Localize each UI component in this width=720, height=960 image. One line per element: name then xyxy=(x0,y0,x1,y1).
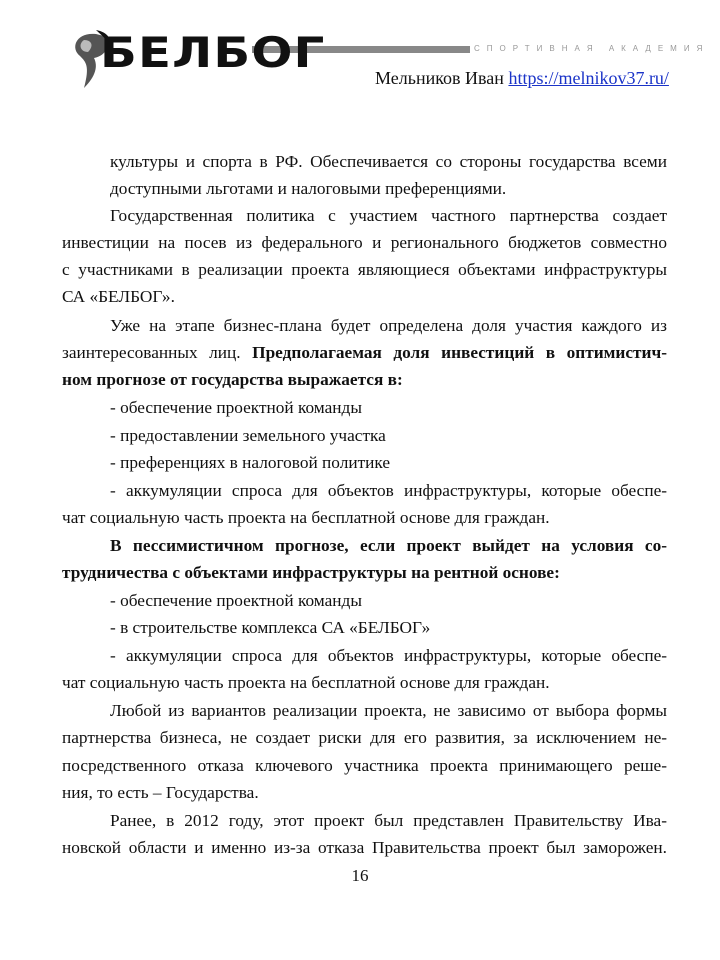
page-number: 16 xyxy=(351,866,369,885)
text-line xyxy=(62,343,667,363)
text-line xyxy=(110,811,667,831)
text-line xyxy=(62,370,667,390)
text-line xyxy=(62,287,667,307)
line-text: Любой из вариантов реализации проекта, не зависимо от выбора формы xyxy=(110,701,667,720)
line-text: посредственного отказа ключевого участника проекта принимающего реше- xyxy=(62,756,667,775)
text-line xyxy=(110,426,667,446)
author-name: Мельников Иван xyxy=(375,68,504,88)
author-link[interactable]: https://melnikov37.ru/ xyxy=(508,68,669,88)
line-text: культуры и спорта в РФ. Обеспечивается со стороны государства всеми xyxy=(110,152,667,171)
line-text: заинтересованных лиц. xyxy=(62,343,253,362)
line-text: с участниками в реализации проекта являющиеся объектами инфраструктуры xyxy=(62,260,667,279)
line-text: - аккумуляции спроса для объектов инфраструктуры, которые обеспе- xyxy=(110,481,667,500)
line-bold-text: трудничества с объектами инфраструктуры на рентной основе: xyxy=(62,563,560,582)
text-line xyxy=(62,838,667,858)
text-line xyxy=(110,152,667,172)
line-text: - преференциях в налоговой политике xyxy=(110,453,391,472)
text-line xyxy=(62,508,667,528)
line-bold-text: ном прогнозе от государства выражается в: xyxy=(62,370,403,389)
line-text: Государственная политика с участием частного партнерства создает xyxy=(110,206,667,225)
text-line xyxy=(110,398,667,418)
line-text: доступными льготами и налоговыми преференциями. xyxy=(110,179,507,198)
line-text: чат социальную часть проекта на бесплатной основе для граждан. xyxy=(62,508,550,527)
text-line xyxy=(62,260,667,280)
text-line xyxy=(110,179,667,199)
text-line xyxy=(110,536,667,556)
tagline: СПОРТИВНАЯ АКАДЕМИЯ xyxy=(470,44,709,53)
line-text: СА «БЕЛБОГ». xyxy=(62,287,175,306)
text-line xyxy=(110,591,667,611)
text-line xyxy=(62,756,667,776)
text-line xyxy=(62,233,667,253)
line-bold-text: В пессимистичном прогнозе, если проект выйдет на условия со- xyxy=(110,536,667,555)
text-line xyxy=(110,701,667,721)
line-text: партнерства бизнеса, не создает риски для его развития, за исключением не- xyxy=(62,728,667,747)
line-text: инвестиции на посев из федерального и регионального бюджетов совместно xyxy=(62,233,667,252)
line-text: - в строительстве комплекса СА «БЕЛБОГ» xyxy=(110,618,431,637)
line-text: Уже на этапе бизнес-плана будет определена доля участия каждого из xyxy=(110,316,667,335)
line-text: чат социальную часть проекта на бесплатной основе для граждан. xyxy=(62,673,550,692)
line-bold-text: Предполагаемая доля инвестиций в оптимистич- xyxy=(252,343,668,362)
line-text: - обеспечение проектной команды xyxy=(110,398,362,417)
line-text: - обеспечение проектной команды xyxy=(110,591,362,610)
text-line xyxy=(110,206,667,226)
text-line xyxy=(62,673,667,693)
text-line xyxy=(110,453,667,473)
line-text: - аккумуляции спроса для объектов инфраструктуры, которые обеспе- xyxy=(110,646,667,665)
line-text: новской области и именно из-за отказа Правительства проект был заморожен. xyxy=(62,838,667,857)
text-line xyxy=(62,783,667,803)
line-text: - предоставлении земельного участка xyxy=(110,426,386,445)
author-line xyxy=(375,68,669,89)
text-line xyxy=(62,728,667,748)
logo-text: БЕЛБОГ xyxy=(100,28,326,77)
text-line xyxy=(110,316,667,336)
text-line xyxy=(110,481,667,501)
line-text: ния, то есть – Государства. xyxy=(62,783,259,802)
text-line xyxy=(110,646,667,666)
text-line xyxy=(110,618,667,638)
line-text: Ранее, в 2012 году, этот проект был представлен Правительству Ива- xyxy=(110,811,667,830)
text-line xyxy=(62,563,667,583)
